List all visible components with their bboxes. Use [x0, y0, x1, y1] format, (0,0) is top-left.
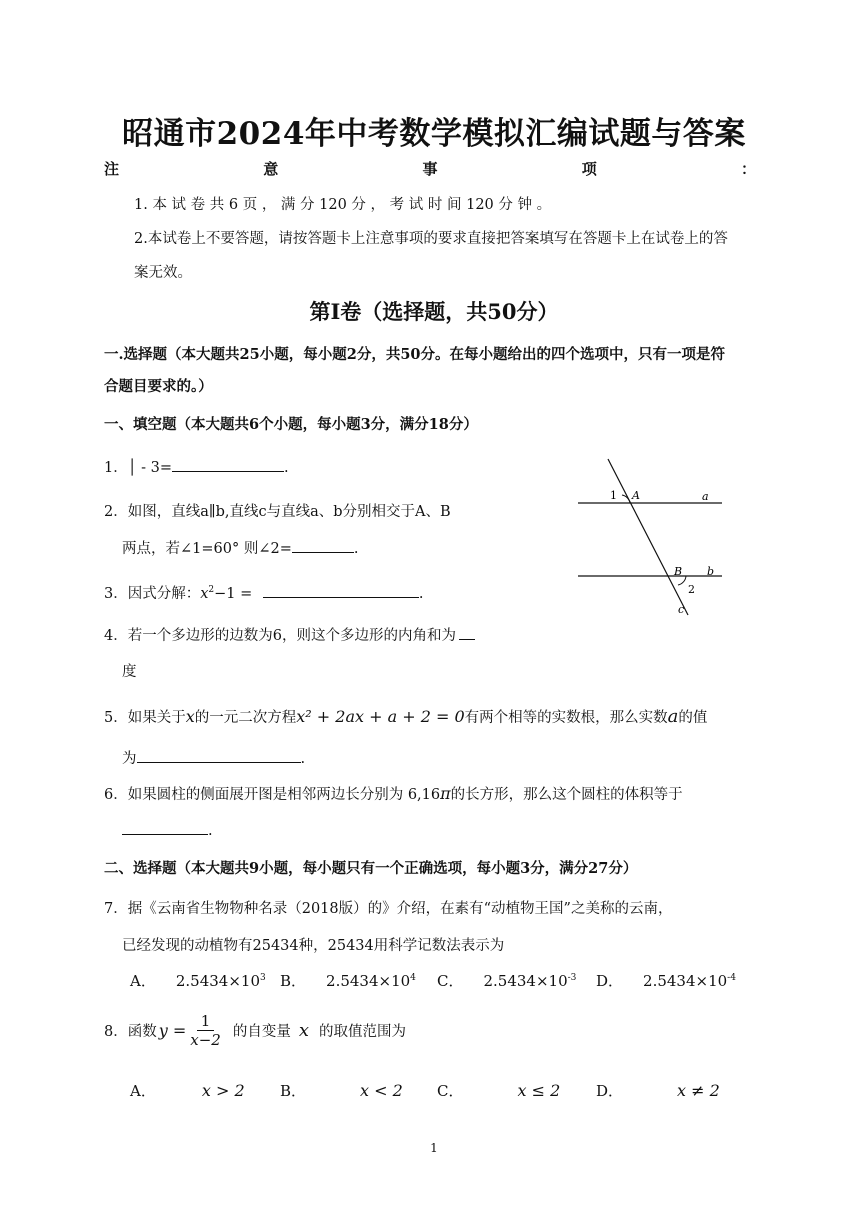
option-value: 2.5434×10	[483, 972, 568, 990]
option-label: C．	[437, 972, 464, 990]
fraction-denominator: x−2	[190, 1031, 221, 1049]
question-6-line2	[122, 820, 213, 839]
expression-rest: −1 =	[214, 586, 253, 602]
question-3-text: 3．因式分解：	[104, 586, 201, 602]
notice-heading-char: 意	[263, 160, 279, 178]
question-5-text: 5．如果关于	[104, 710, 186, 726]
figure-label-A: A	[632, 489, 640, 502]
q8-option-c	[437, 1080, 560, 1101]
variable-x: x	[200, 586, 209, 602]
question-5-text: 有两个相等的实数根，那么实数	[464, 710, 668, 726]
section-choice2-heading: 二、选择题（本大题共9小题，每小题只有一个正确选项，每小题3分，满分27分）	[104, 860, 638, 877]
question-7-line2: 已经发现的动植物有25434种，25434用科学记数法表示为	[122, 938, 505, 954]
q8-option-b	[280, 1080, 403, 1101]
question-4-text: 4．若一个多边形的边数为6，则这个多边形的内角和为	[104, 628, 456, 644]
figure-label-1: 1	[610, 489, 617, 502]
period: .	[300, 751, 306, 767]
pi-symbol: π	[440, 784, 451, 803]
option-label: A．	[130, 972, 156, 990]
variable-a: a	[667, 706, 679, 727]
question-8-text: 8．函数	[104, 1024, 157, 1040]
option-value: 2.5434×10	[643, 972, 728, 990]
variable-x: x	[298, 1020, 309, 1041]
answer-blank	[292, 538, 354, 553]
question-7-line1: 7．据《云南省生物物种名录（2018版）的》介绍，在素有“动植物王国”之美称的云南，	[104, 901, 673, 917]
figure-label-2: 2	[688, 583, 695, 596]
notice-item-1: 1. 本 试 卷 共 6 页 ， 满 分 120 分 ， 考 试 时 间 120 分 钟 。	[134, 197, 552, 213]
option-exponent: 4	[410, 973, 416, 983]
question-6-text: 6．如果圆柱的侧面展开图是相邻两边长分别为 6,16	[104, 787, 441, 803]
period: .	[353, 541, 359, 557]
notice-heading-char: 项	[581, 160, 597, 178]
question-5-text: 的一元二次方程	[194, 710, 297, 726]
question-8-text: 的取值范围为	[319, 1024, 406, 1040]
fraction-numerator: 1	[197, 1012, 215, 1031]
figure-label-a: a	[702, 490, 709, 503]
notice-heading-char: 注	[104, 160, 120, 178]
question-3	[104, 582, 424, 603]
abs-expression: │ - 3	[127, 460, 160, 476]
question-number: 1．	[104, 460, 128, 476]
figure-label-b: b	[707, 565, 715, 578]
option-exponent: 3	[259, 973, 266, 983]
period: .	[208, 823, 213, 839]
option-label: D．	[596, 1082, 624, 1100]
option-label: B．	[280, 1082, 307, 1100]
section-fill-heading: 一、填空题（本大题共6个小题，每小题3分，满分18分）	[104, 416, 478, 433]
option-label: B．	[280, 972, 307, 990]
answer-blank	[459, 625, 475, 640]
option-label: D．	[596, 972, 624, 990]
part1-title: 第Ⅰ卷（选择题，共50分）	[309, 299, 559, 324]
answer-blank	[137, 748, 301, 763]
answer-blank	[172, 457, 284, 472]
period: .	[283, 460, 289, 476]
option-value: x ≠ 2	[677, 1081, 720, 1100]
option-exponent: -4	[727, 973, 736, 983]
notice-heading-char: 事	[422, 160, 438, 178]
parallel-lines-figure	[570, 455, 730, 620]
variable-x: x	[185, 707, 195, 726]
page-number: 1	[430, 1141, 438, 1155]
question-8-text: 的自变量	[232, 1024, 291, 1040]
question-2-text: 两点，若∠1=60° 则∠2=	[122, 541, 292, 557]
figure-label-c: c	[678, 603, 685, 616]
option-value: x > 2	[201, 1081, 245, 1100]
notice-heading-char: ：	[740, 160, 756, 178]
q8-option-a	[130, 1080, 245, 1101]
question-5-text: 的值	[678, 710, 708, 726]
q7-option-a	[130, 970, 266, 991]
exponent: 2	[208, 585, 215, 596]
notice-item-2-line2: 案无效。	[134, 265, 192, 281]
fraction	[190, 1012, 221, 1049]
quadratic-equation: x² + 2ax + a + 2 = 0	[296, 707, 465, 726]
notice-item-2-line1: 2.本试卷上不要答题，请按答题卡上注意事项的要求直接把答案填写在答题卡上在试卷上的答	[134, 231, 728, 247]
question-6-text: 的长方形，那么这个圆柱的体积等于	[450, 787, 683, 803]
q8-option-d	[596, 1080, 720, 1101]
question-5-line1	[104, 706, 707, 727]
option-exponent: -3	[567, 973, 577, 983]
option-value: 2.5434×10	[326, 972, 411, 990]
question-4-line1	[104, 624, 475, 645]
question-2-line1: 2．如图，直线a∥b,直线c与直线a、b分别相交于A、B	[104, 504, 451, 520]
question-4-line2: 度	[122, 664, 137, 680]
question-2-line2	[122, 537, 358, 558]
question-1	[104, 456, 289, 477]
option-value: x < 2	[360, 1081, 403, 1100]
section-choice-heading-line1: 一.选择题（本大题共25小题，每小题2分，共50分。在每小题给出的四个选项中，只有一项是符	[104, 346, 725, 363]
notice-heading	[104, 158, 756, 179]
page-title: 昭通市2024年中考数学模拟汇编试题与答案	[122, 116, 746, 152]
question-6-line1	[104, 783, 683, 804]
period: .	[418, 586, 424, 602]
section-choice-heading-line2: 合题目要求的。）	[104, 378, 213, 395]
option-label: C．	[437, 1082, 464, 1100]
question-8	[104, 1012, 406, 1049]
equals-sign: =	[159, 460, 172, 476]
figure-label-B: B	[674, 565, 683, 578]
function-y: y =	[158, 1021, 187, 1040]
option-label: A．	[130, 1082, 156, 1100]
option-value: 2.5434×10	[175, 972, 260, 990]
question-5-text: 为	[122, 751, 137, 767]
q7-option-d	[596, 970, 736, 991]
answer-blank	[122, 820, 208, 835]
option-value: x ≤ 2	[517, 1081, 561, 1100]
q7-option-b	[280, 970, 416, 991]
answer-blank	[263, 583, 419, 598]
question-5-line2	[122, 747, 305, 768]
q7-option-c	[437, 970, 576, 991]
